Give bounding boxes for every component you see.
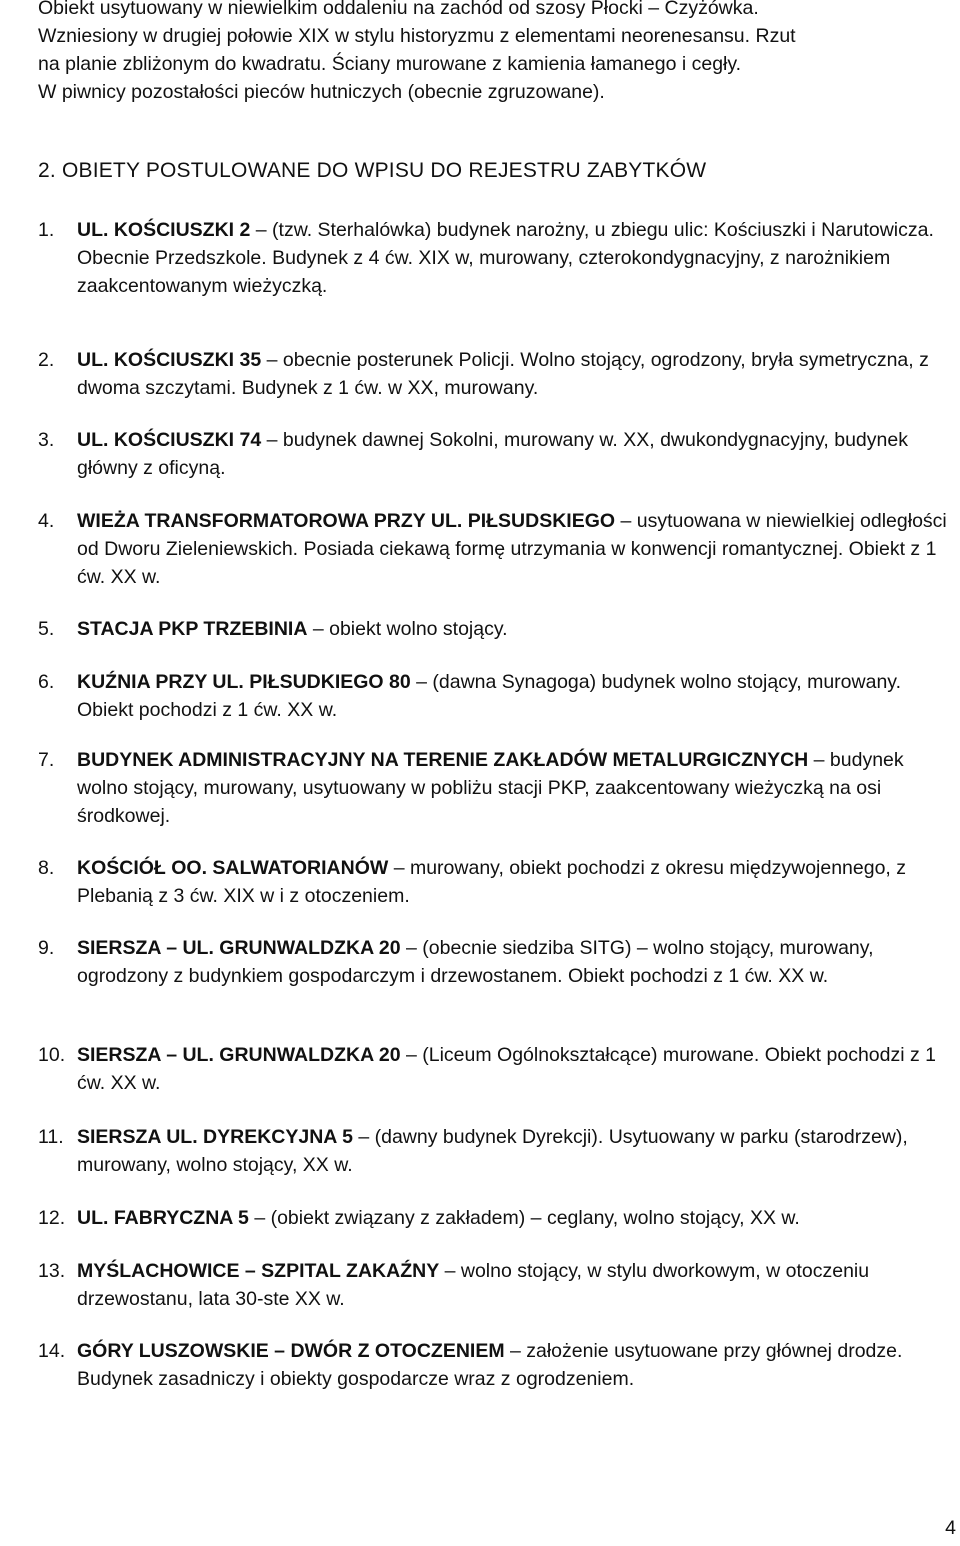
item-number: 8.	[38, 857, 55, 879]
list-item	[38, 934, 956, 990]
item-title: SIERSZA – UL. GRUNWALDZKA 20	[77, 937, 401, 959]
item-number: 6.	[38, 671, 55, 693]
item-title: KOŚCIÓŁ OO. SALWATORIANÓW	[77, 857, 389, 879]
list-item	[38, 746, 956, 830]
item-description: – (obecnie siedziba SITG) – wolno stojący, murowany, ogrodzony z budynkiem gospodarczym i drzewostanem. Obiekt pochodzi z 1 ćw. XX w.	[77, 937, 874, 987]
item-title: UL. KOŚCIUSZKI 35	[77, 349, 262, 371]
item-number: 7.	[38, 749, 55, 771]
item-number: 1.	[38, 219, 55, 241]
item-text	[77, 668, 956, 724]
item-description: – obecnie posterunek Policji. Wolno stojący, ogrodzony, bryła symetryczna, z dwoma szczytami. Budynek z 1 ćw. w XX, murowany.	[77, 349, 929, 399]
page-number: 4	[945, 1517, 956, 1539]
item-number: 13.	[38, 1260, 66, 1282]
list-item	[38, 854, 956, 910]
item-description: – murowany, obiekt pochodzi z okresu międzywojennego, z Plebanią z 3 ćw. XIX w i z otoczeniem.	[77, 857, 907, 907]
list-item	[38, 1257, 956, 1313]
item-text	[77, 1257, 956, 1313]
item-number: 5.	[38, 618, 55, 640]
item-description: – (Liceum Ogólnokształcące) murowane. Obiekt pochodzi z 1 ćw. XX w.	[77, 1044, 936, 1094]
intro-line: Obiekt usytuowany w niewielkim oddaleniu na zachód od szosy Płocki – Czyżówka.	[38, 0, 759, 19]
item-title: SIERSZA – UL. GRUNWALDZKA 20	[77, 1044, 401, 1066]
item-text	[77, 426, 956, 482]
list-item	[38, 507, 956, 591]
item-number: 10.	[38, 1044, 66, 1066]
item-text	[77, 934, 956, 990]
item-number: 14.	[38, 1340, 66, 1362]
item-description: – budynek dawnej Sokolni, murowany w. XX, dwukondygnacyjny, budynek główny z oficyną.	[77, 429, 908, 479]
list-item	[38, 216, 956, 300]
item-description: – (dawna Synagoga) budynek wolno stojący, murowany. Obiekt pochodzi z 1 ćw. XX w.	[77, 671, 902, 721]
item-text	[77, 346, 956, 402]
intro-line: W piwnicy pozostałości pieców hutniczych (obecnie zgruzowane).	[38, 81, 605, 103]
list-item	[38, 1337, 956, 1393]
item-text	[77, 615, 956, 643]
item-number: 4.	[38, 510, 55, 532]
item-number: 11.	[38, 1126, 64, 1148]
intro-line: Wzniesiony w drugiej połowie XIX w stylu historyzmu z elementami neorenesansu. Rzut	[38, 25, 796, 47]
item-description: – (obiekt związany z zakładem) – ceglany, wolno stojący, XX w.	[248, 1207, 800, 1229]
item-description: – budynek wolno stojący, murowany, usytuowany w pobliżu stacji PKP, zaakcentowany wieżyczką na osi środkowej.	[77, 749, 904, 827]
item-title: MYŚLACHOWICE – SZPITAL ZAKAŹNY	[77, 1260, 440, 1282]
item-number: 9.	[38, 937, 55, 959]
item-description: – (dawny budynek Dyrekcji). Usytuowany w parku (starodrzew), murowany, wolno stojący, XX w.	[77, 1126, 908, 1176]
item-text	[77, 216, 956, 300]
item-text	[77, 854, 956, 910]
list-item	[38, 346, 956, 402]
list-item	[38, 1204, 956, 1232]
list-item	[38, 1123, 956, 1179]
item-title: BUDYNEK ADMINISTRACYJNY NA TERENIE ZAKŁADÓW METALURGICZNYCH	[77, 749, 809, 771]
list-item	[38, 668, 956, 724]
item-number: 3.	[38, 429, 55, 451]
list-item	[38, 1041, 956, 1097]
item-text	[77, 746, 956, 830]
item-title: UL. KOŚCIUSZKI 2	[77, 219, 251, 241]
item-title: UL. FABRYCZNA 5	[77, 1207, 249, 1229]
item-text	[77, 1123, 956, 1179]
item-number: 12.	[38, 1207, 66, 1229]
item-description: – (tzw. Sterhalówka) budynek narożny, u zbiegu ulic: Kościuszki i Narutowicza. Obecnie Przedszkole. Budynek z 4 ćw. XIX w, murowany, czterokondygnacyjny, z narożnikiem zaakcentowanym wieżyczką.	[77, 219, 934, 297]
item-title: UL. KOŚCIUSZKI 74	[77, 429, 262, 451]
item-description: – usytuowana w niewielkiej odległości od Dworu Zieleniewskich. Posiada ciekawą formę utrzymania w konwencji romantycznej. Obiekt z 1 ćw. XX w.	[77, 510, 947, 588]
item-text	[77, 1204, 956, 1232]
item-title: KUŹNIA PRZY UL. PIŁSUDKIEGO 80	[77, 671, 411, 693]
item-title: STACJA PKP TRZEBINIA	[77, 618, 308, 640]
list-item	[38, 615, 956, 643]
item-text	[77, 1041, 956, 1097]
item-description: – założenie usytuowane przy głównej drodze. Budynek zasadniczy i obiekty gospodarcze wraz z ogrodzeniem.	[77, 1340, 903, 1390]
item-title: GÓRY LUSZOWSKIE – DWÓR Z OTOCZENIEM	[77, 1340, 505, 1362]
intro-line: na planie zbliżonym do kwadratu. Ściany murowane z kamienia łamanego i cegły.	[38, 53, 742, 75]
item-description: – obiekt wolno stojący.	[307, 618, 508, 640]
item-text	[77, 1337, 956, 1393]
section-heading: 2. OBIETY POSTULOWANE DO WPISU DO REJESTRU ZABYTKÓW	[38, 159, 707, 182]
item-text	[77, 507, 956, 591]
item-description: – wolno stojący, w stylu dworkowym, w otoczeniu drzewostanu, lata 30-ste XX w.	[77, 1260, 870, 1310]
item-title: SIERSZA UL. DYREKCYJNA 5	[77, 1126, 353, 1148]
list-item	[38, 426, 956, 482]
intro-paragraph	[38, 0, 953, 106]
item-number: 2.	[38, 349, 55, 371]
item-title: WIEŻA TRANSFORMATOROWA PRZY UL. PIŁSUDSKIEGO	[77, 510, 616, 532]
